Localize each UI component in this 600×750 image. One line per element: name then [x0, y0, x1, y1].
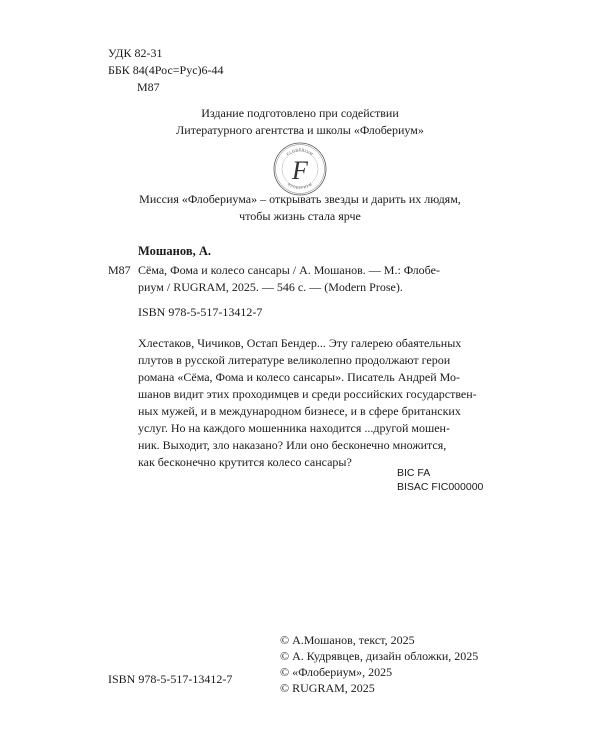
sponsor-line-2: Литературного агентства и школы «Флобериум» [176, 123, 424, 137]
annotation-line: романа «Сёма, Фома и колесо сансары». Писатель Андрей Мо- [138, 370, 461, 384]
annotation [138, 335, 483, 471]
sponsor-line-1: Издание подготовлено при содействии [201, 106, 399, 120]
bic-codes [397, 466, 483, 494]
annotation-line: услуг. Но на каждого мошенника находится ...другой мошен- [138, 421, 450, 435]
bic-code: BIC FA [397, 467, 431, 479]
annotation-line: плутов в русской литературе великолепно продолжают герои [138, 353, 451, 367]
logo-ring-top: FLOBERIUM [286, 147, 314, 157]
catalog-isbn: ISBN 978-5-517-13412-7 [138, 305, 263, 319]
catalog-author-mark: М87 [108, 263, 131, 277]
bottom-isbn: ISBN 978-5-517-13412-7 [108, 672, 233, 686]
copyright-block [280, 632, 478, 696]
catalog-line-2: риум / RUGRAM, 2025. — 546 с. — (Modern Prose). [138, 280, 403, 294]
annotation-line: шанов видит этих проходимцев и среди российских государствен- [138, 387, 477, 401]
copyright-line: © RUGRAM, 2025 [280, 681, 375, 695]
logo-letter: F [292, 156, 308, 185]
annotation-line: как бесконечно крутится колесо сансары? [138, 455, 352, 469]
annotation-line: ник. Выходит, зло наказано? Или оно бесконечно множится, [138, 438, 447, 452]
sponsor-note [0, 105, 600, 139]
mission-line-1: Миссия «Флобериума» – открывать звезды и дарить их людям, [139, 192, 461, 206]
mission-line-2: чтобы жизнь стала ярче [239, 209, 361, 223]
mission-statement [0, 191, 600, 225]
logo-ring-bottom: ФЛОБЕРИУМ [286, 182, 314, 191]
catalog-entry [138, 262, 440, 296]
bbk-code: ББК 84(4Рос=Рус)6-44 [108, 63, 224, 77]
annotation-line: ных мужей, и в международном бизнесе, и в сфере британских [138, 404, 461, 418]
copyright-line: © «Флобериум», 2025 [280, 665, 393, 679]
bisac-code: BISAC FIC000000 [397, 481, 484, 493]
author-mark-top: М87 [137, 80, 160, 94]
udk-code: УДК 82-31 [108, 46, 163, 60]
copyright-line: © А. Кудрявцев, дизайн обложки, 2025 [280, 649, 479, 663]
copyright-line: © А.Мошанов, текст, 2025 [280, 633, 415, 647]
catalog-author: Мошанов, А. [138, 244, 211, 258]
annotation-line: Хлестаков, Чичиков, Остап Бендер... Эту галерею обаятельных [138, 336, 462, 350]
catalog-line-1: Сёма, Фома и колесо сансары / А. Мошанов. — М.: Флобе- [138, 263, 440, 277]
floberium-logo-icon [272, 141, 328, 197]
